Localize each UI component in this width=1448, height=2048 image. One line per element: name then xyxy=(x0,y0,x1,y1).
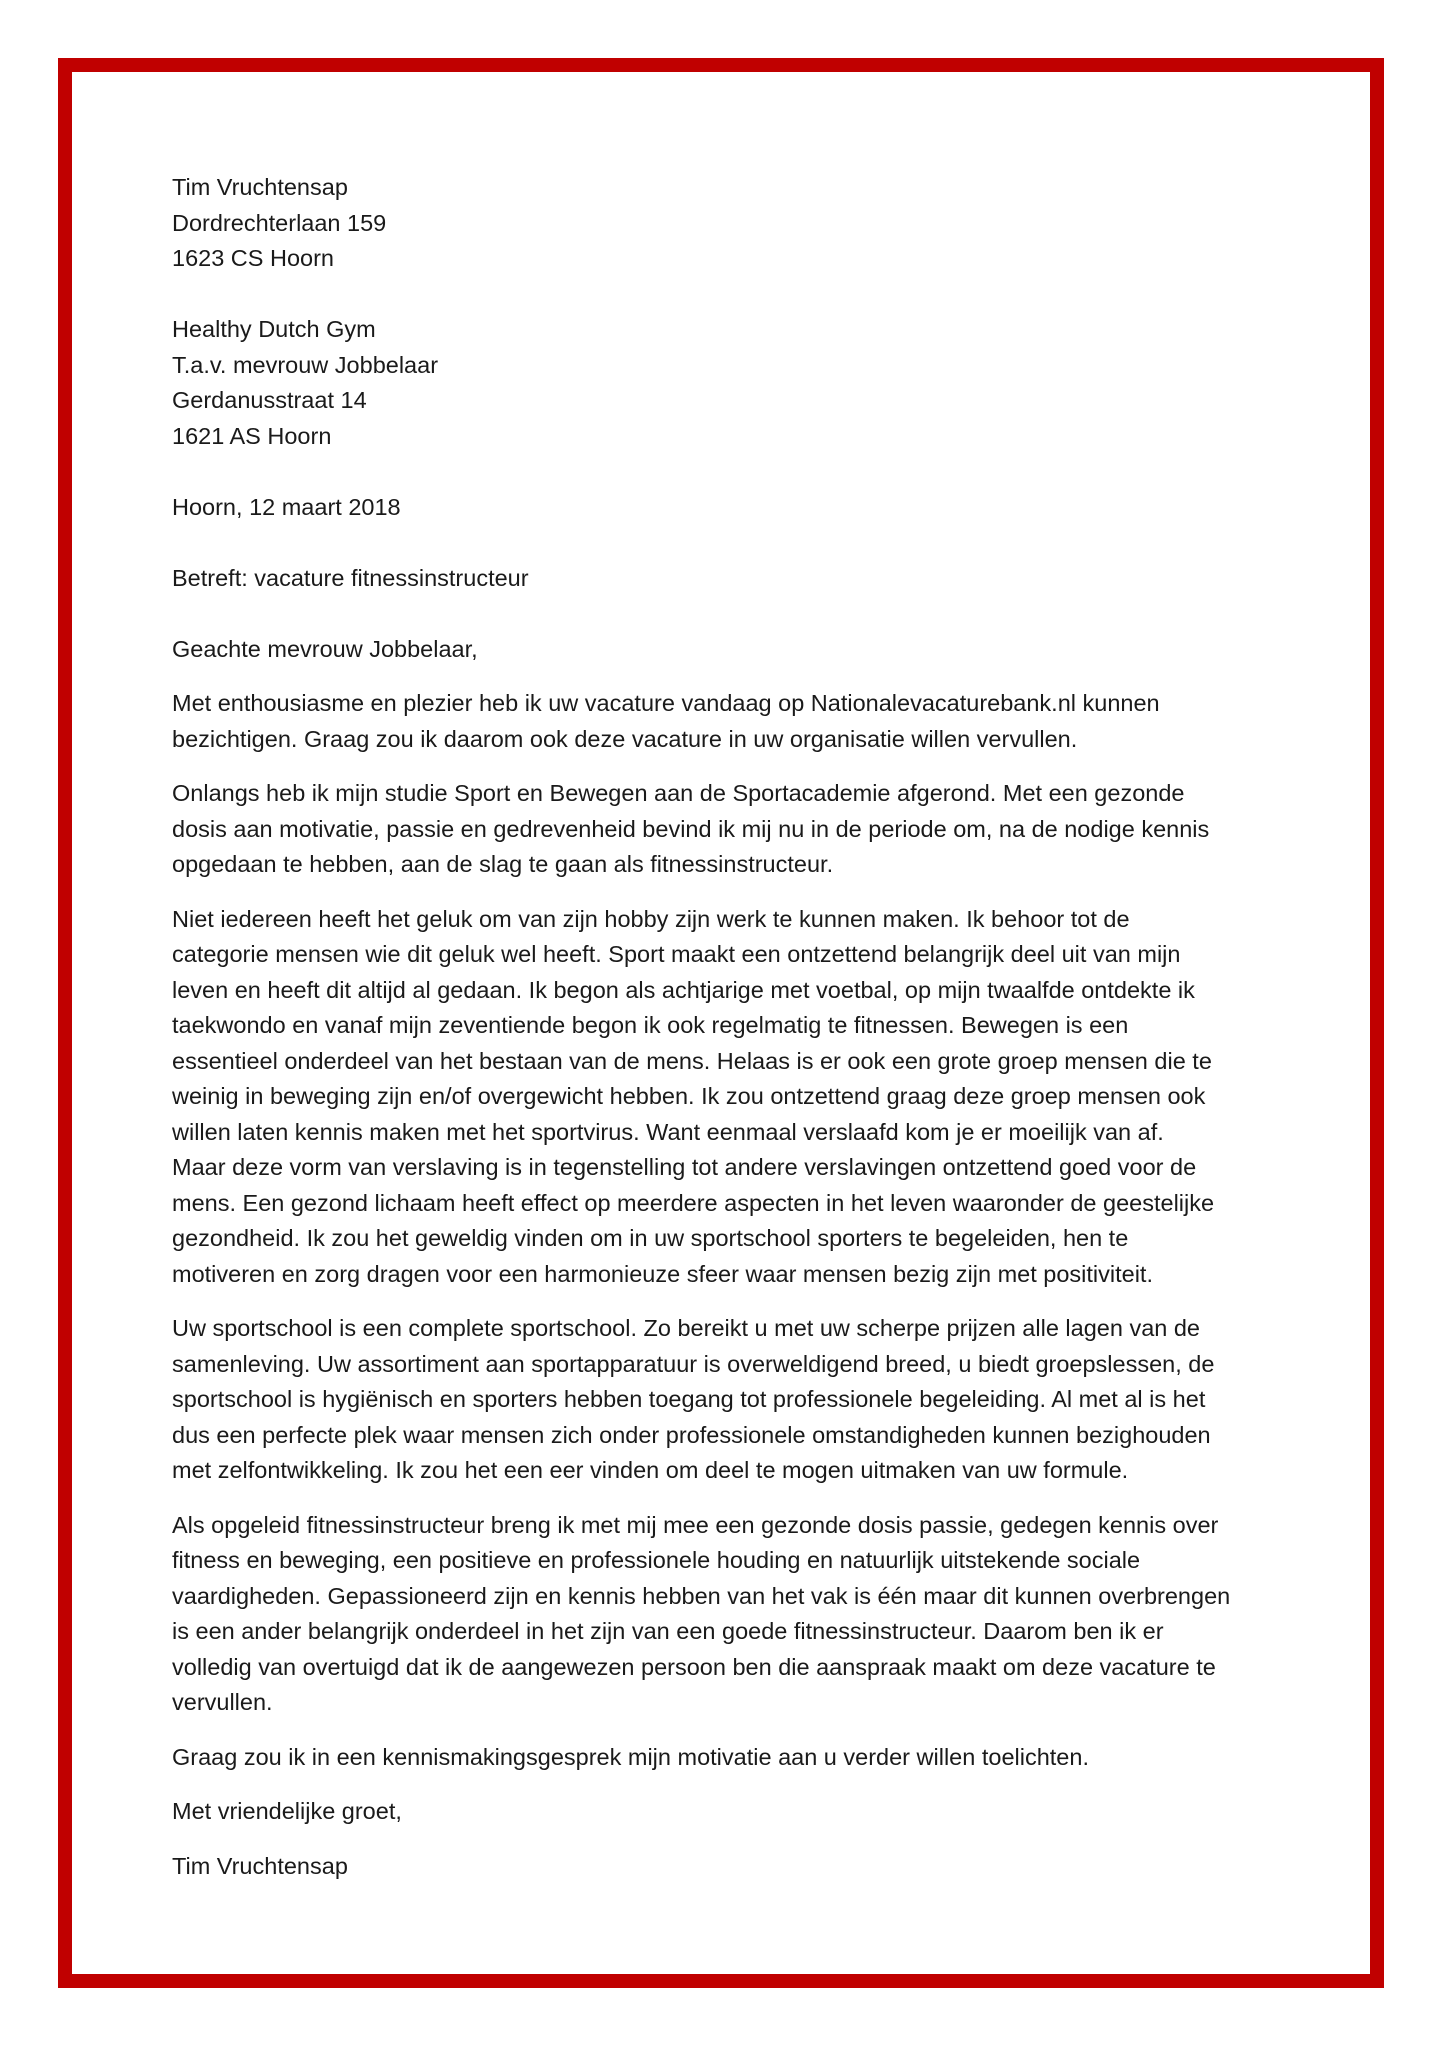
paragraph-4: Uw sportschool is een complete sportschool. Zo bereikt u met uw scherpe prijzen alle lagen van de samenleving. Uw assortiment aan sportapparatuur is overweldigend breed, u biedt groepslessen, de sportschool is hygiënisch en sporters hebben toegang tot professionele begeleiding. Al met al is het dus een perfecte plek waar mensen zich onder professionele omstandigheden kunnen bezighouden met zelfontwikkeling. Ik zou het een eer vinden om deel te mogen uitmaken van uw formule. xyxy=(172,1315,1215,1483)
signature: Tim Vruchtensap xyxy=(172,1852,348,1879)
paragraph-6: Graag zou ik in een kennismakingsgesprek mijn motivatie aan u verder willen toelichten. xyxy=(172,1743,1089,1770)
letter-body xyxy=(172,170,1292,1903)
paragraph-3: Niet iedereen heeft het geluk om van zijn hobby zijn werk te kunnen maken. Ik behoor tot de categorie mensen wie dit geluk wel heeft. Sport maakt een ontzettend belangrijk deel uit van mijn leven en heeft dit altijd al gedaan. Ik begon als achtjarige met voetbal, op mijn twaalfde ontdekte ik taekwondo en vanaf mijn zeventiende begon ik ook regelmatig te fitnessen. Bewegen is een essentieel onderdeel van het bestaan van de mens. Helaas is er ook een grote groep mensen die te weinig in beweging zijn en/of overgewicht hebben. Ik zou ontzettend graag deze groep mensen ook willen laten kennis maken met het sportvirus. Want eenmaal verslaafd kom je er moeilijk van af. Maar deze vorm van verslaving is in tegenstelling tot andere verslavingen ontzettend goed voor de mens. Een gezond lichaam heeft effect op meerdere aspecten in het leven waaronder de geestelijke gezondheid. Ik zou het geweldig vinden om in uw sportschool sporters te begeleiden, hen te motiveren en zorg dragen voor een harmonieuze sfeer waar mensen bezig zijn met positiviteit. xyxy=(172,905,1215,1287)
recipient-address xyxy=(172,312,1292,454)
recipient-street: Gerdanusstraat 14 xyxy=(172,387,367,413)
recipient-company: Healthy Dutch Gym xyxy=(172,316,376,342)
recipient-city: 1621 AS Hoorn xyxy=(172,422,332,449)
closing: Met vriendelijke groet, xyxy=(172,1798,402,1824)
sender-name: Tim Vruchtensap xyxy=(172,174,348,200)
letter-date: Hoorn, 12 maart 2018 xyxy=(172,493,401,520)
paragraph-5: Als opgeleid fitnessinstructeur breng ik met mij mee een gezonde dosis passie, gedegen kennis over fitness en beweging, een positieve en professionele houding en natuurlijk uitstekende sociale vaardigheden. Gepassioneerd zijn en kennis hebben van het vak is één maar dit kunnen overbrengen is een ander belangrijk onderdeel in het zijn van een goede fitnessinstructeur. Daarom ben ik er volledig van overtuigd dat ik de aangewezen persoon ben die aanspraak maakt om deze vacature te vervullen. xyxy=(172,1511,1231,1715)
paragraph-2: Onlangs heb ik mijn studie Sport en Bewegen aan de Sportacademie afgerond. Met een gezonde dosis aan motivatie, passie en gedrevenheid bevind ik mij nu in de periode om, na de nodige kennis opgedaan te hebben, aan de slag te gaan als fitnessinstructeur. xyxy=(172,780,1210,877)
sender-street: Dordrechterlaan 159 xyxy=(172,209,387,236)
recipient-attention: T.a.v. mevrouw Jobbelaar xyxy=(172,351,439,378)
salutation: Geachte mevrouw Jobbelaar, xyxy=(172,635,478,662)
paragraph-1: Met enthousiasme en plezier heb ik uw vacature vandaag op Nationalevacaturebank.nl kunnen bezichtigen. Graag zou ik daarom ook deze vacature in uw organisatie willen vervullen. xyxy=(172,690,1160,752)
sender-address xyxy=(172,170,1292,277)
sender-city: 1623 CS Hoorn xyxy=(172,245,334,271)
letter-subject: Betreft: vacature fitnessinstructeur xyxy=(172,564,529,591)
